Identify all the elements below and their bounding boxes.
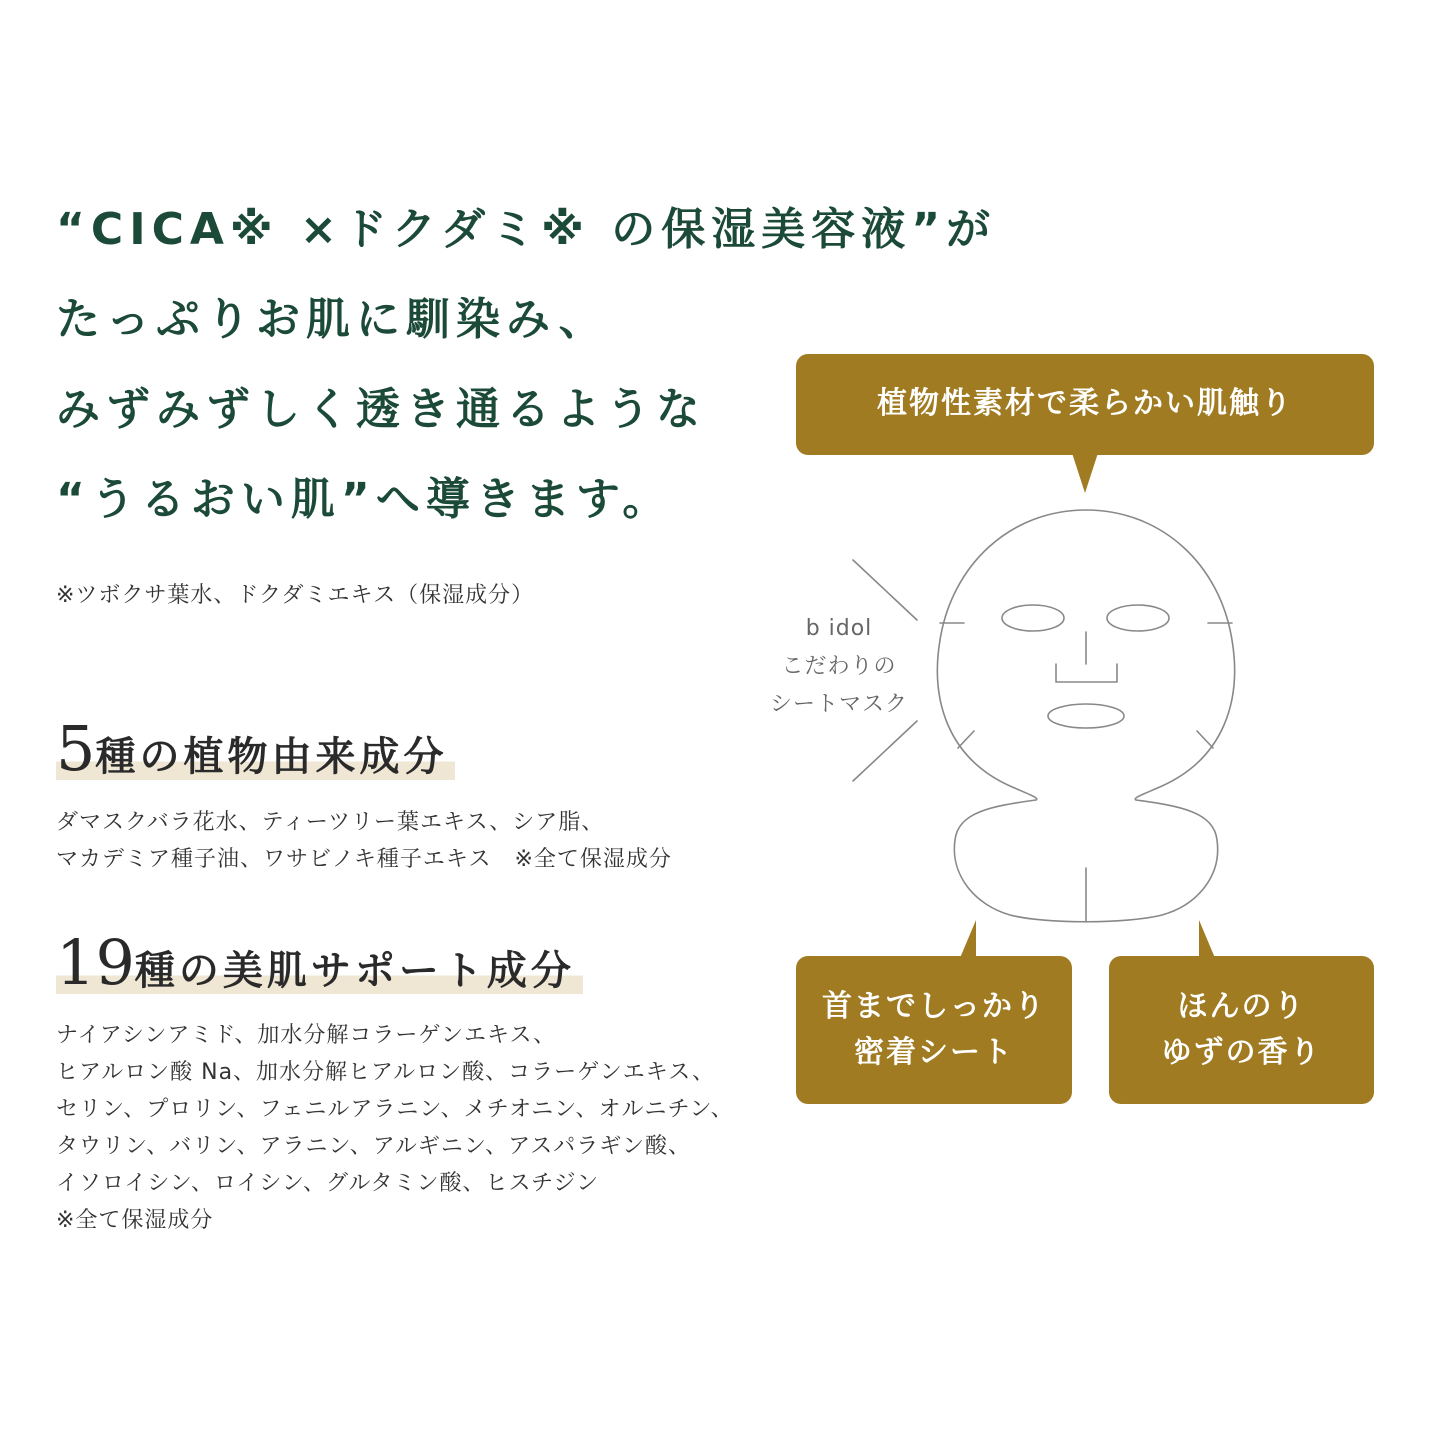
ingredient-footnote: ※ツボクサ葉水、ドクダミエキス（保湿成分） (56, 583, 535, 608)
bubble-text-line: 密着シート (854, 1035, 1014, 1070)
ingredient-line: タウリン、バリン、アラニン、アルギニン、アスパラギン酸、 (56, 1134, 691, 1159)
mask-pointer-line (853, 721, 917, 781)
headline-line-3: みずみずしく透き通るような (56, 384, 706, 435)
bubble-text: 植物性素材で柔らかい肌触り (877, 386, 1293, 422)
headline-line-2: たっぷりお肌に馴染み、 (56, 294, 609, 345)
headline-line-1: “CICA※ ×ドクダミ※ の保湿美容液”が (56, 204, 997, 255)
ingredient-line: マカデミア種子油、ワサビノキ種子エキス ※全て保湿成分 (56, 847, 672, 872)
mask-slit (958, 731, 1213, 748)
mask-outline (937, 510, 1234, 922)
section-title-text: 種の美肌サポート成分 (134, 948, 575, 994)
bubble-text-line: ゆずの香り (1161, 1035, 1322, 1070)
ingredient-line: セリン、プロリン、フェニルアラニン、メチオニン、オルニチン、 (56, 1097, 734, 1122)
mask-nose (1056, 632, 1117, 682)
mask-eye-left (1002, 605, 1064, 631)
ingredient-line: ※全て保湿成分 (56, 1208, 214, 1233)
ingredient-line: ナイアシンアミド、加水分解コラーゲンエキス、 (56, 1023, 557, 1048)
mask-label-brand: b idol (805, 616, 873, 641)
ingredient-line: ヒアルロン酸 Na、加水分解ヒアルロン酸、コラーゲンエキス、 (56, 1060, 715, 1085)
mask-label-line: シートマスク (769, 692, 908, 717)
mask-eye-right (1107, 605, 1169, 631)
headline-line-4: “うるおい肌”へ導きます。 (56, 474, 673, 525)
section-number: 5 (56, 712, 96, 785)
section-number: 19 (56, 926, 135, 999)
mask-mouth (1048, 704, 1124, 728)
ingredient-line: イソロイシン、ロイシン、グルタミン酸、ヒスチジン (56, 1171, 600, 1196)
ingredient-line: ダマスクバラ花水、ティーツリー葉エキス、シア脂、 (56, 810, 605, 835)
bubble-text-line: 首までしっかり (822, 988, 1046, 1024)
mask-pointer-line (853, 560, 917, 620)
section-title-text: 種の植物由来成分 (95, 734, 448, 780)
mask-label-line: こだわりの (781, 654, 897, 679)
bubble-text-line: ほんのり (1177, 988, 1306, 1024)
